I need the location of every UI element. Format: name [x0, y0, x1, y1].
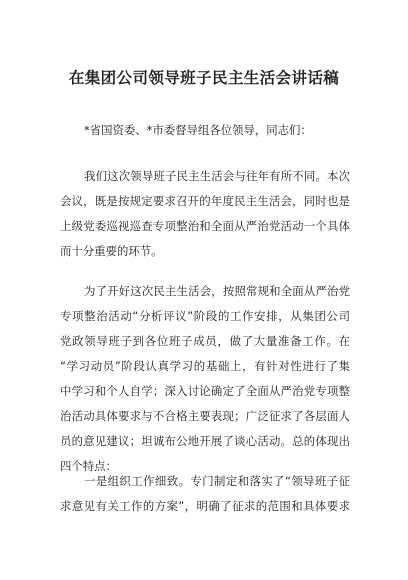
paragraph-line: 员的意见建议；坦诚布公地开展了谈心活动。总的体现出 [60, 434, 350, 448]
paragraph-line: 党政领导班子到各位班子成员，做了大量准备工作。在 [60, 334, 350, 348]
paragraph-line: 四个特点： [60, 459, 117, 473]
paragraph-line: 专项整治活动“分析评议”阶段的工作安排，从集团公司 [60, 309, 350, 323]
salutation-line: *省国资委、*市委督导组各位领导，同志们： [84, 123, 312, 137]
paragraph-line: 治活动具体要求与不合格主要表现；广泛征求了各层面人 [60, 409, 350, 423]
document-title: 在集团公司领导班子民主生活会讲话稿 [68, 69, 340, 87]
paragraph-line: 为了开好这次民主生活会，按照常规和全面从严治党 [84, 284, 350, 298]
paragraph-1 [60, 164, 350, 264]
salutation [60, 118, 350, 143]
paragraph-line: 一是组织工作细致。专门制定和落实了“领导班子征 [84, 474, 350, 488]
paragraph-line: 会议，既是按规定要求召开的年度民主生活会，同时也是 [60, 194, 350, 208]
paragraph-line: 中学习和个人自学；深入讨论确定了全面从严治党专项整 [60, 384, 350, 398]
paragraph-line: “学习动员”阶段认真学习的基础上，有针对性进行了集 [60, 359, 350, 373]
paragraph-line: 我们这次领导班子民主生活会与往年有所不同。本次 [84, 169, 350, 183]
paragraph-line: 上级党委巡视巡查专项整治和全面从严治党活动一个具体 [60, 219, 350, 233]
paragraph-2 [60, 279, 350, 479]
paragraph-line: 求意见有关工作的方案”，明确了征求的范围和具体要求 [60, 499, 350, 513]
paragraph-line: 而十分重要的环节。 [60, 244, 163, 258]
paragraph-3 [60, 469, 350, 519]
